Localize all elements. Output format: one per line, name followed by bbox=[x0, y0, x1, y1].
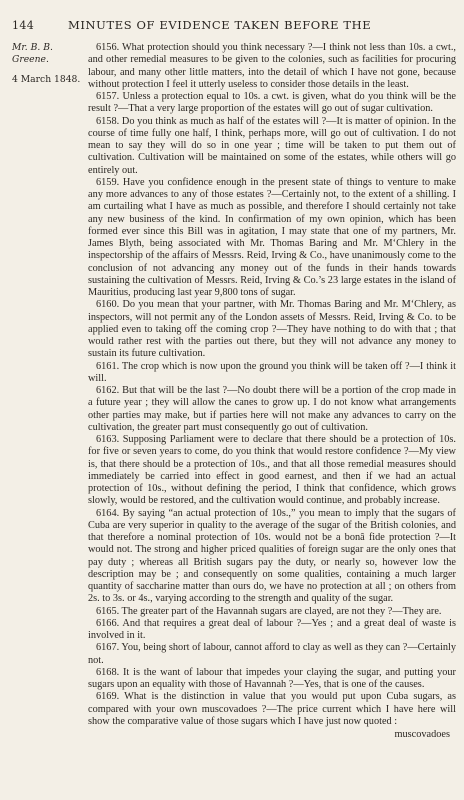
question-6157: 6157. Unless a protection equal to 10s. a cwt. is given, what do you think will be the result ?—That a very large proportion of the estates will go out of sugar cultivation. bbox=[88, 91, 456, 115]
page-header bbox=[12, 18, 456, 32]
page-number: 144 bbox=[12, 19, 35, 32]
evidence-text bbox=[88, 42, 456, 741]
question-6158: 6158. Do you think as much as half of the estates will ?—It is matter of opinion. In the course of time fully one half, I think, perhaps more, will go out of cultivation. I do not mean to say they will do so in one year ; time will be taken to put them out of cultivation. Cultivation will be maintained on some of the estates, while others will go entirely out. bbox=[88, 115, 456, 176]
question-6164: 6164. By saying “an actual protection of 10s.,” you mean to imply that the sugars of Cuba are very superior in quality to the average of the sugar of the British colonies, and that therefore a nominal protection of 10s. would not be a bonâ fide protection ?—It would not. The strong and higher priced qualities of foreign sugar are the only ones that pay duty ; whereas all British sugars pay the duty, or nearly so, however low the description may be ; and consequently on some qualities, containing a much larger quantity of saccharine matter than ours do, we have no protection at all ; on others from 2s. to 3s. or 4s., varying according to the strength and quality of the sugar. bbox=[88, 507, 456, 605]
catchword: muscovadoes bbox=[394, 729, 450, 740]
question-6163: 6163. Supposing Parliament were to declare that there should be a protection of 10s. for five or seven years to come, do you think that would restore confidence ?—My view is, that there should be a protection of 10s., and that all those remedial measures should immediately be carried into effect in good earnest, and then if we had an actual protection of 10s., without defining the period, I think that confidence, which grows slowly, would be restored, and the cultivation would continue, and probably increase. bbox=[88, 434, 456, 507]
question-6168: 6168. It is the want of labour that impedes your claying the sugar, and putting your sugars upon an equality with those of Havannah ?—Yes, that is one of the causes. bbox=[88, 666, 456, 690]
witness-name: Mr. B. B. Greene. bbox=[12, 42, 53, 66]
running-title: MINUTES OF EVIDENCE TAKEN BEFORE THE bbox=[68, 18, 372, 32]
question-6162: 6162. But that will be the last ?—No doubt there will be a portion of the crop made in a future year ; they will allow the canes to grow up. I do not know what arrangements other parties may make, but if parties here will not make any advances to carry on the cultivation, the greater part must consequently go out of cultivation. bbox=[88, 385, 456, 433]
page-body bbox=[12, 42, 456, 741]
question-6161: 6161. The crop which is now upon the ground you think will be taken off ?—I think it will. bbox=[88, 360, 456, 384]
margin-notes bbox=[12, 42, 88, 741]
question-6165: 6165. The greater part of the Havannah sugars are clayed, are not they ?—They are. bbox=[96, 605, 442, 617]
evidence-date: 4 March 1848. bbox=[12, 74, 81, 86]
question-6159: 6159. Have you confidence enough in the present state of things to venture to make any more advances to any of those estates ?—Certainly not, to the extent of a shilling. I am curtailing what I have as much as possible, and therefore I should certainly not take any new business of the kind. In confirmation of my own opinion, which has been formed ever since this Bill was in agitation, I may state that one of my partners, Mr. James Blyth, being associated with Mr. Thomas Baring and Mr. M‘Chlery in the inspectorship of the affairs of Messrs. Reid, Irving & Co., have unanimously come to the conclusion of not advancing any money out of the funds in their hands towards sustaining the cultivation of Messrs. Reid, Irving & Co.’s 23 large estates in the island of Mauritius, producing last year 9,800 tons of sugar. bbox=[88, 176, 456, 298]
question-6156: 6156. What protection should you think necessary ?—I think not less than 10s. a cwt., and other remedial measures to be given to the colonies, such as facilities for procuring labour, and many other little matters, into the detail of which I have not gone, because without protection I feel it utterly useless to consider those details in the least. bbox=[88, 42, 456, 90]
question-6169: 6169. What is the distinction in value that you would put upon Cuba sugars, as compared with your own muscovadoes ?—The price current which I have here will show the comparative value of those sugars which I have just now quoted : bbox=[88, 691, 456, 727]
question-6166: 6166. And that requires a great deal of labour ?—Yes ; and a great deal of waste is involved in it. bbox=[88, 617, 456, 641]
question-6160: 6160. Do you mean that your partner, with Mr. Thomas Baring and Mr. M‘Chlery, as inspectors, will not permit any of the London assets of Messrs. Reid, Irving & Co. to be applied even to taking off the coming crop ?—They have nothing to do with that ; that would rather rest with the parties out there, but they will not advance any money to sustain its future cultivation. bbox=[88, 299, 456, 360]
question-6167: 6167. You, being short of labour, cannot afford to clay as well as they can ?—Certainly not. bbox=[88, 642, 456, 666]
